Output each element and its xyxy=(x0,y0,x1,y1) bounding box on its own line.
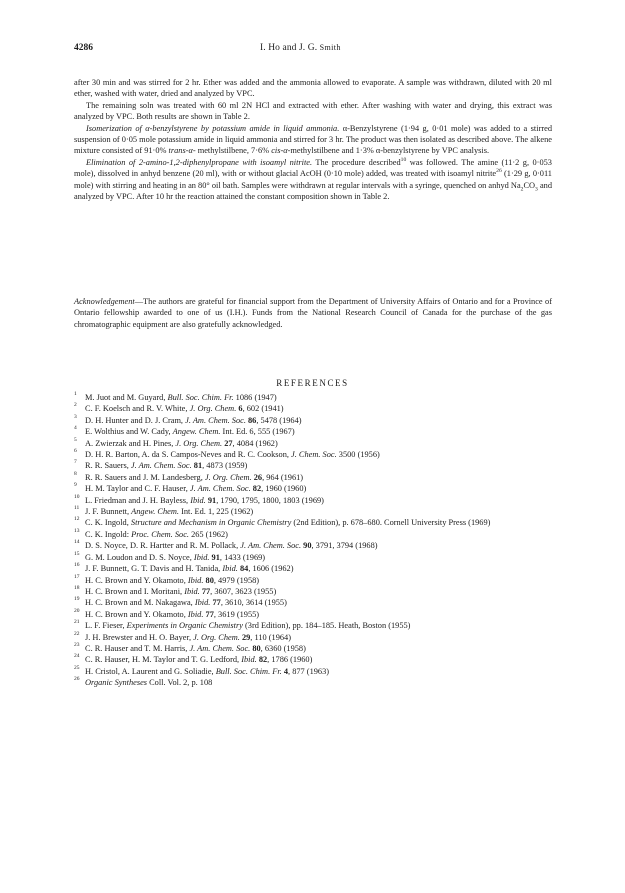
reference-item xyxy=(74,632,544,643)
reference-item xyxy=(74,392,544,403)
reference-journal: Ibid. xyxy=(222,564,238,574)
paragraph-3 xyxy=(74,123,552,157)
references-heading: REFERENCES xyxy=(276,378,349,388)
reference-number: 6 xyxy=(74,448,77,455)
reference-item xyxy=(74,666,544,677)
section-title-isomerization: Isomerization of α-benzylstyrene by potassium amide in liquid ammonia. xyxy=(86,123,340,133)
reference-number: 16 xyxy=(74,562,80,569)
reference-pages: , 4084 (1962) xyxy=(232,438,278,448)
reference-journal: J. Org. Chem. xyxy=(204,472,252,482)
reference-pages: , 6360 (1958) xyxy=(260,643,306,653)
reference-authors: L. F. Fieser, xyxy=(85,621,127,631)
reference-authors: C. K. Ingold, xyxy=(85,518,131,528)
reference-journal: Structure and Mechanism in Organic Chemistry xyxy=(130,518,292,528)
reference-number: 26 xyxy=(74,676,80,683)
reference-number: 24 xyxy=(74,653,80,660)
reference-volume: 77 xyxy=(212,598,221,608)
acknowledgement-label: Acknowledgement xyxy=(74,297,135,306)
reference-number: 7 xyxy=(74,459,77,466)
reference-item xyxy=(74,552,544,563)
reference-volume: 91 xyxy=(211,552,220,562)
reference-authors: J. H. Brewster and H. O. Bayer, xyxy=(85,632,194,642)
trans-prefix: trans-α- xyxy=(168,146,196,156)
reference-journal: Experiments in Organic Chemistry xyxy=(126,621,243,631)
reference-item xyxy=(74,449,544,460)
reference-volume: 80 xyxy=(205,575,214,585)
paragraph-4-text-a: The procedure described xyxy=(312,157,401,167)
reference-journal: J. Am. Chem. Soc. xyxy=(185,415,246,425)
reference-item xyxy=(74,620,544,631)
reference-pages: , 3607, 3623 (1955) xyxy=(210,586,277,596)
reference-authors: H. Cristol, A. Laurent and G. Soliadie, xyxy=(85,666,216,676)
paragraph-4 xyxy=(74,157,552,203)
page-header xyxy=(74,43,552,57)
reference-item xyxy=(74,506,544,517)
reference-number: 12 xyxy=(74,516,80,523)
reference-authors: R. R. Sauers and J. M. Landesberg, xyxy=(85,472,205,482)
reference-pages: Int. Ed. 1, 225 (1962) xyxy=(178,507,254,517)
reference-number: 22 xyxy=(74,630,80,637)
reference-pages: , 1960 (1960) xyxy=(261,484,307,494)
reference-number: 5 xyxy=(74,436,77,443)
reference-volume: 90 xyxy=(303,541,312,551)
reference-pages: , 1433 (1969) xyxy=(219,552,266,562)
reference-journal: Ibid. xyxy=(187,575,204,585)
reference-volume: 81 xyxy=(193,461,203,471)
reference-pages: , 4979 (1958) xyxy=(213,575,260,585)
reference-authors: L. Friedman and J. H. Bayless, xyxy=(85,495,191,505)
reference-pages: , 5478 (1964) xyxy=(256,415,302,425)
reference-authors: E. Wolthius and W. Cady, xyxy=(85,427,173,437)
reference-item xyxy=(74,575,544,586)
reference-pages: 1086 (1947) xyxy=(233,393,277,402)
reference-pages: (2nd Edition), p. 678–680. Cornell University Press (1969) xyxy=(291,518,491,528)
reference-journal: Bull. Soc. Chim. Fr. xyxy=(167,393,234,402)
reference-journal: Bull. Soc. Chim. Fr. xyxy=(215,666,282,676)
reference-number: 14 xyxy=(74,539,80,546)
reference-authors: D. S. Noyce, D. R. Hartter and R. M. Pollack, xyxy=(85,541,241,551)
reference-pages: , 3791, 3794 (1968) xyxy=(311,541,378,551)
reference-item xyxy=(74,438,544,449)
reference-journal: J. Am. Chem. Soc. xyxy=(189,484,251,494)
paragraph-4-text-d: CO xyxy=(523,180,536,190)
reference-item xyxy=(74,415,544,426)
paragraph-2: The remaining soln was treated with 60 ml 2N HCl and extracted with ether. After washing with water and drying, this extract was analyzed by VPC. Both results are shown in Table 2. xyxy=(74,100,552,122)
reference-item xyxy=(74,586,544,597)
citation-superscript: 26 xyxy=(496,168,502,175)
reference-authors: A. Zwierzak and H. Pines, xyxy=(85,438,176,448)
reference-journal: Proc. Chem. Soc. xyxy=(131,529,189,539)
reference-pages: Coll. Vol. 2, p. 108 xyxy=(147,678,213,688)
reference-pages: Int. Ed. 6, 555 (1967) xyxy=(220,427,295,437)
reference-journal: J. Chem. Soc. xyxy=(291,450,337,460)
reference-number: 9 xyxy=(74,482,77,489)
reference-pages: , 3610, 3614 (1955) xyxy=(220,598,287,608)
reference-item xyxy=(74,460,544,471)
reference-authors: C. R. Hauser and T. M. Harris, xyxy=(85,643,190,653)
acknowledgement-text: —The authors are grateful for financial support from the Department of University Affairs of Ontario and for a Province of Ontario fellowship awarded to one of us (I.H.). Funds from the National Research Council of Canada for the purchase of the gas chromatographic equipment are also gratefully acknowledged. xyxy=(74,297,552,329)
reference-journal: J. Am. Chem. Soc. xyxy=(130,461,192,471)
reference-number: 19 xyxy=(74,596,80,603)
reference-pages: , 1606 (1962) xyxy=(248,564,294,574)
reference-number: 11 xyxy=(74,505,80,512)
reference-volume: 82 xyxy=(252,484,262,494)
paragraph-1: after 30 min and was stirred for 2 hr. Ether was added and the ammonia allowed to evaporate. A sample was withdrawn, diluted with 20 ml ether, washed with water, dried and analyzed by VPC. xyxy=(74,78,552,99)
experimental-text xyxy=(74,77,552,202)
reference-item xyxy=(74,654,544,665)
reference-volume: 82 xyxy=(258,655,268,665)
reference-authors: H. M. Taylor and C. F. Hauser, xyxy=(85,484,190,494)
reference-journal: J. Am. Chem. Soc. xyxy=(189,643,251,653)
reference-pages: , 4873 (1959) xyxy=(202,461,248,471)
reference-pages: , 110 (1964) xyxy=(250,632,292,642)
reference-authors: J. F. Bunnett, xyxy=(85,507,132,517)
reference-volume: 86 xyxy=(248,415,257,425)
reference-journal: Ibid. xyxy=(194,598,211,608)
subscript: 3 xyxy=(535,186,538,193)
reference-volume: 26 xyxy=(253,472,263,482)
paragraph-4-text-b: was followed. The amine (11·2 g, 0·053 mole), dissolved in anhyd benzene (20 ml), with or without glacial AcOH (0·10 mole) added, was treated with isoamyl nitrite xyxy=(74,157,552,179)
reference-journal: Organic Syntheses xyxy=(85,678,148,688)
reference-journal: Ibid. xyxy=(193,552,210,562)
reference-item xyxy=(74,563,544,574)
reference-authors: R. R. Sauers, xyxy=(85,461,131,471)
reference-authors: H. C. Brown and Y. Okamoto, xyxy=(85,575,188,585)
reference-pages: , 3619 (1955) xyxy=(213,609,260,619)
reference-volume: 4 xyxy=(283,666,289,676)
reference-number: 10 xyxy=(74,493,80,500)
reference-volume: 6 xyxy=(238,404,243,414)
reference-authors: J. F. Bunnett, G. T. Davis and H. Tanida, xyxy=(85,564,223,574)
reference-authors: C. F. Koelsch and R. V. White, xyxy=(85,404,190,414)
reference-item xyxy=(74,597,544,608)
paragraph-3-text-c: methylstilbene and 1·3% α-benzylstyrene by VPC analysis. xyxy=(290,146,490,156)
reference-item xyxy=(74,517,544,528)
reference-journal: Angew. Chem. xyxy=(172,427,221,437)
reference-number: 3 xyxy=(74,413,77,420)
reference-number: 15 xyxy=(74,550,80,557)
reference-authors: H. C. Brown and M. Nakagawa, xyxy=(85,598,195,608)
running-head-smallcaps: Smith xyxy=(319,43,341,52)
reference-authors: H. C. Brown and Y. Okamoto, xyxy=(85,609,188,619)
reference-item xyxy=(74,472,544,483)
paragraph-4-text-c: (1·29 g, 0·011 mole) with stirring and heating in an 80° oil bath. Samples were withdrawn at regular intervals with a syringe, quenched on anhyd Na xyxy=(74,169,552,190)
reference-authors: C. R. Hauser, H. M. Taylor and T. G. Ledford, xyxy=(85,655,242,665)
reference-item xyxy=(74,495,544,506)
reference-number: 18 xyxy=(74,584,80,591)
reference-volume: 80 xyxy=(252,643,261,653)
reference-volume: 77 xyxy=(205,609,214,619)
reference-authors: G. M. Loudon and D. S. Noyce, xyxy=(85,552,194,562)
reference-authors: C. K. Ingold: xyxy=(85,529,132,539)
reference-authors: D. H. R. Barton, A. da S. Campos-Neves and R. C. Cookson, xyxy=(85,450,292,460)
reference-number: 1 xyxy=(74,391,77,397)
reference-pages: , 1790, 1795, 1800, 1803 (1969) xyxy=(216,495,324,505)
reference-number: 25 xyxy=(74,664,80,671)
cis-prefix: cis-α- xyxy=(271,146,291,156)
running-head-authors: I. Ho and J. G. xyxy=(260,43,320,53)
reference-journal: Ibid. xyxy=(190,495,206,505)
paragraph-4-text-e: and analyzed by VPC. After 10 hr the reaction attained the constant composition shown in Table 2. xyxy=(74,180,552,202)
reference-number: 8 xyxy=(74,470,77,477)
reference-pages: , 602 (1941) xyxy=(242,404,284,414)
references-list xyxy=(74,392,544,689)
reference-authors: H. C. Brown and I. Moritani, xyxy=(85,586,185,596)
reference-journal: J. Org. Chem. xyxy=(175,438,223,448)
reference-volume: 77 xyxy=(201,586,211,596)
page-number: 4286 xyxy=(74,43,93,53)
reference-number: 17 xyxy=(74,573,80,580)
reference-item xyxy=(74,483,544,494)
reference-volume: 29 xyxy=(241,632,251,642)
reference-pages: 265 (1962) xyxy=(188,529,228,539)
reference-journal: Ibid. xyxy=(241,655,257,665)
running-head xyxy=(260,43,341,53)
reference-number: 2 xyxy=(74,402,77,409)
reference-item xyxy=(74,403,544,414)
reference-pages: , 877 (1963) xyxy=(288,666,330,676)
reference-journal: J. Org. Chem. xyxy=(193,632,240,642)
citation-superscript: 10 xyxy=(400,157,407,164)
subscript: 2 xyxy=(520,186,524,193)
reference-pages: , 1786 (1960) xyxy=(267,655,313,665)
reference-item xyxy=(74,677,544,688)
reference-number: 4 xyxy=(74,425,77,432)
reference-item xyxy=(74,426,544,437)
reference-pages: , 964 (1961) xyxy=(262,472,304,482)
section-title-elimination: Elimination of 2-amino-1,2-diphenylpropane with isoamyl nitrite. xyxy=(86,157,313,167)
reference-volume: 91 xyxy=(207,495,217,505)
reference-item xyxy=(74,643,544,654)
reference-journal: J. Am. Chem. Soc. xyxy=(240,541,302,551)
reference-number: 23 xyxy=(74,641,80,648)
reference-authors: D. H. Hunter and D. J. Cram, xyxy=(85,415,186,425)
acknowledgement xyxy=(74,296,552,330)
reference-volume: 27 xyxy=(224,438,233,448)
reference-item xyxy=(74,529,544,540)
reference-item xyxy=(74,540,544,551)
reference-item xyxy=(74,609,544,620)
paragraph-3-text-b: methylstilbene, 7·6% xyxy=(195,146,272,156)
reference-journal: Ibid. xyxy=(184,586,200,596)
reference-number: 20 xyxy=(74,607,80,614)
reference-journal: J. Org. Chem. xyxy=(189,404,237,414)
reference-journal: Ibid. xyxy=(187,609,204,619)
reference-authors: M. Juot and M. Guyard, xyxy=(85,393,168,402)
paragraph-3-text-a: α-Benzylstyrene (1·94 g, 0·01 mole) was added to a stirred suspension of 0·05 mole potassium amide in liquid ammonia and stirred for 3 hr. The product was then isolated as described above. The alkene mixture consisted of 91·0% xyxy=(74,123,552,156)
reference-volume: 84 xyxy=(239,564,249,574)
reference-journal: Angew. Chem. xyxy=(131,507,179,517)
reference-pages: 3500 (1956) xyxy=(336,450,380,460)
reference-number: 13 xyxy=(74,527,80,534)
reference-pages: (3rd Edition), pp. 184–185. Heath, Boston (1955) xyxy=(242,621,411,631)
reference-number: 21 xyxy=(74,619,80,626)
